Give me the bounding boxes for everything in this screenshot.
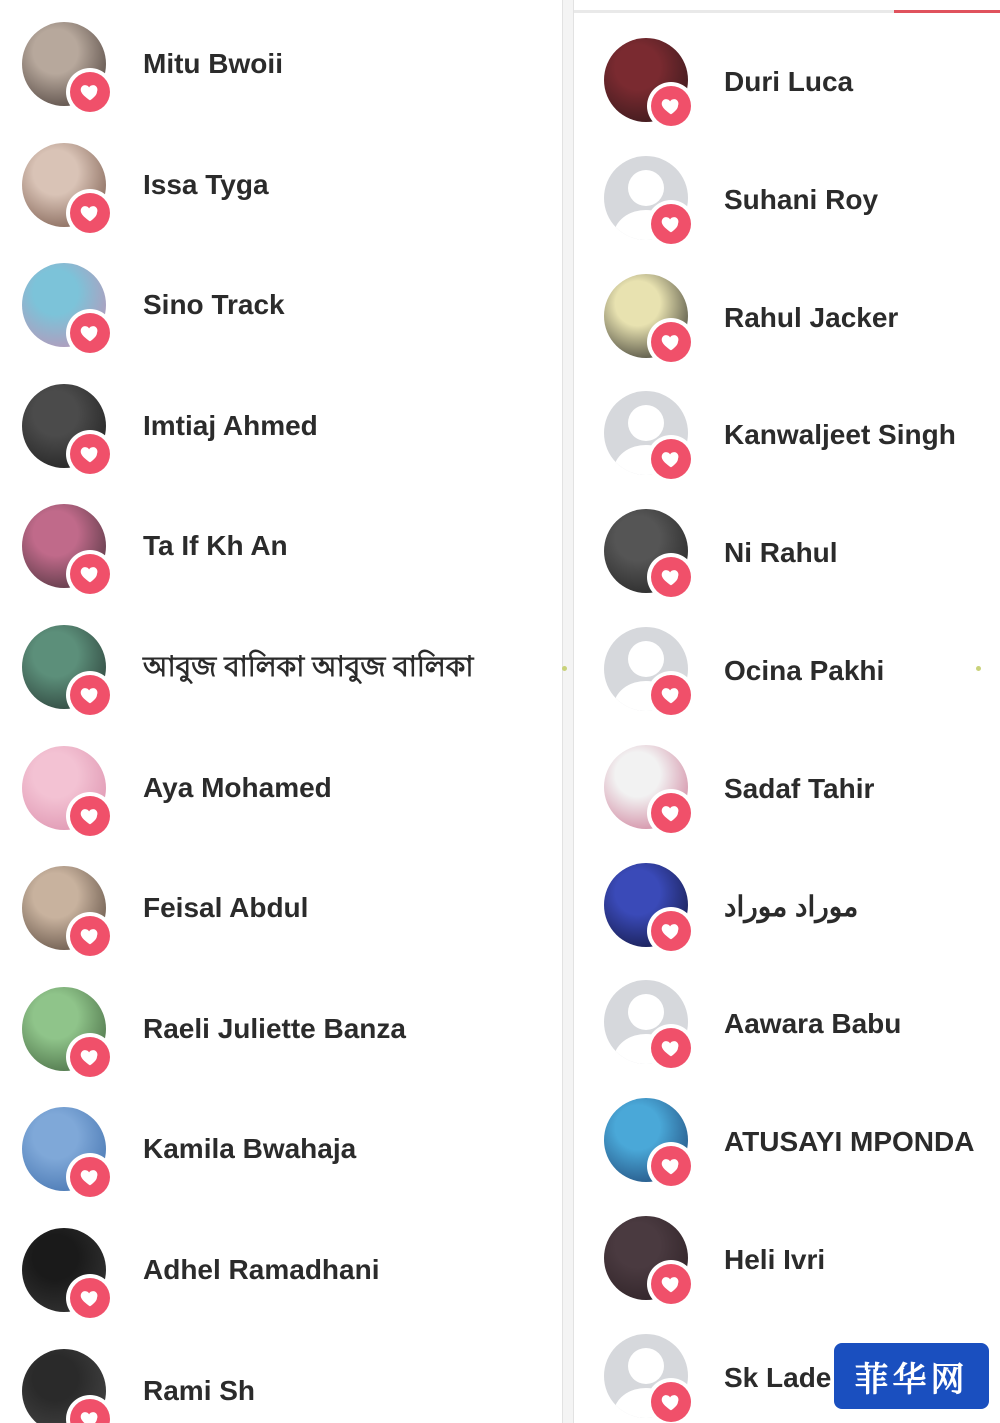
reaction-list-item[interactable] — [0, 143, 562, 261]
reaction-badge — [66, 792, 114, 840]
heart-icon — [651, 439, 691, 479]
heart-icon — [651, 1028, 691, 1068]
reaction-badge — [647, 1260, 695, 1308]
user-name[interactable]: Rahul Jacker — [724, 301, 899, 333]
reaction-list-item[interactable] — [0, 866, 562, 984]
site-watermark-logo — [834, 1343, 989, 1409]
heart-icon — [651, 1382, 691, 1422]
reaction-badge — [66, 430, 114, 478]
heart-icon — [70, 1157, 110, 1197]
user-name[interactable]: Ocina Pakhi — [724, 655, 885, 686]
reaction-badge — [647, 1024, 695, 1072]
reaction-list-item[interactable] — [0, 746, 562, 864]
reaction-badge — [66, 309, 114, 357]
reaction-badge — [647, 200, 695, 248]
heart-icon — [70, 1278, 110, 1318]
reaction-badge — [647, 1142, 695, 1190]
reaction-list-item[interactable] — [574, 274, 1000, 392]
reaction-list-item[interactable] — [574, 1216, 1000, 1334]
user-name[interactable]: Ta If Kh An — [143, 530, 288, 562]
heart-icon — [70, 313, 110, 353]
heart-icon — [70, 796, 110, 836]
user-name[interactable]: Kamila Bwahaja — [143, 1133, 357, 1165]
reaction-list-item[interactable] — [0, 1228, 562, 1346]
reaction-badge — [66, 912, 114, 960]
reaction-badge — [647, 907, 695, 955]
user-name[interactable]: Suhani Roy — [724, 183, 879, 215]
heart-icon — [70, 72, 110, 112]
tab-indicator-active — [894, 10, 1000, 13]
reaction-list-item[interactable] — [574, 980, 1000, 1098]
reaction-badge — [647, 671, 695, 719]
user-name[interactable]: Aya Mohamed — [143, 771, 332, 803]
heart-icon — [70, 916, 110, 956]
reaction-list-item[interactable] — [0, 263, 562, 381]
reaction-badge — [66, 1153, 114, 1201]
heart-icon — [70, 434, 110, 474]
user-name[interactable]: Rami Sh — [143, 1374, 256, 1406]
heart-icon — [70, 1399, 110, 1423]
user-name[interactable]: Duri Luca — [724, 66, 854, 97]
reaction-badge — [66, 1033, 114, 1081]
artifact-dot — [562, 666, 567, 671]
heart-icon — [651, 1264, 691, 1304]
user-name[interactable]: Heli Ivri — [724, 1244, 826, 1275]
heart-icon — [651, 793, 691, 833]
heart-icon — [651, 1146, 691, 1186]
reaction-badge — [66, 189, 114, 237]
tab-indicator-track — [574, 10, 1000, 13]
reaction-badge — [647, 789, 695, 837]
reaction-list-item[interactable] — [574, 745, 1000, 863]
reaction-list-item[interactable] — [574, 38, 1000, 156]
reaction-list-item[interactable] — [0, 384, 562, 502]
user-name[interactable]: Feisal Abdul — [143, 892, 309, 924]
heart-icon — [651, 204, 691, 244]
reaction-badge — [647, 318, 695, 366]
artifact-dot — [976, 666, 981, 671]
reaction-badge — [647, 1378, 695, 1423]
heart-icon — [651, 86, 691, 126]
user-name[interactable]: Issa Tyga — [143, 168, 269, 200]
reaction-list-item[interactable] — [0, 987, 562, 1105]
user-name[interactable]: Kanwaljeet Singh — [724, 419, 956, 451]
reaction-list-item[interactable] — [0, 1107, 562, 1225]
reaction-list-item[interactable] — [0, 625, 562, 743]
heart-icon — [70, 675, 110, 715]
reaction-list-item[interactable] — [0, 1349, 562, 1423]
reaction-badge — [66, 1274, 114, 1322]
reaction-badge — [647, 435, 695, 483]
user-name[interactable]: Aawara Babu — [724, 1008, 902, 1040]
reaction-list-item[interactable] — [574, 391, 1000, 509]
user-name[interactable]: ATUSAYI MPONDA — [724, 1126, 975, 1158]
reaction-list-item[interactable] — [0, 22, 562, 140]
user-name[interactable]: Mitu Bwoii — [143, 48, 283, 79]
reaction-list-item[interactable] — [574, 863, 1000, 981]
reaction-list-item[interactable] — [574, 627, 1000, 745]
reaction-badge — [66, 68, 114, 116]
user-name[interactable]: Sadaf Tahir — [724, 772, 875, 804]
reaction-list-item[interactable] — [0, 504, 562, 622]
watermark-text: 菲华网 — [854, 1359, 969, 1400]
user-name[interactable]: আবুজ বালিকা আবুজ বালিকা — [143, 651, 474, 682]
heart-icon — [70, 1037, 110, 1077]
heart-icon — [651, 911, 691, 951]
heart-icon — [651, 322, 691, 362]
user-name[interactable]: موراد موراد — [724, 890, 859, 922]
user-name[interactable]: Sino Track — [143, 289, 285, 321]
right-reactions-list — [574, 0, 1000, 1423]
user-name[interactable]: Imtiaj Ahmed — [143, 409, 318, 441]
user-name[interactable]: Raeli Juliette Banza — [143, 1012, 406, 1044]
reaction-badge — [647, 553, 695, 601]
reaction-badge — [647, 82, 695, 130]
user-name[interactable]: Sk Lade — [724, 1361, 832, 1393]
heart-icon — [70, 193, 110, 233]
heart-icon — [651, 675, 691, 715]
reaction-list-item[interactable] — [574, 156, 1000, 274]
heart-icon — [70, 554, 110, 594]
reaction-list-item[interactable] — [574, 509, 1000, 627]
reaction-list-item[interactable] — [574, 1098, 1000, 1216]
user-name[interactable]: Ni Rahul — [724, 537, 838, 569]
reaction-badge — [66, 671, 114, 719]
panel-divider — [562, 0, 574, 1423]
reaction-badge — [66, 550, 114, 598]
user-name[interactable]: Adhel Ramadhani — [143, 1254, 380, 1285]
heart-icon — [651, 557, 691, 597]
